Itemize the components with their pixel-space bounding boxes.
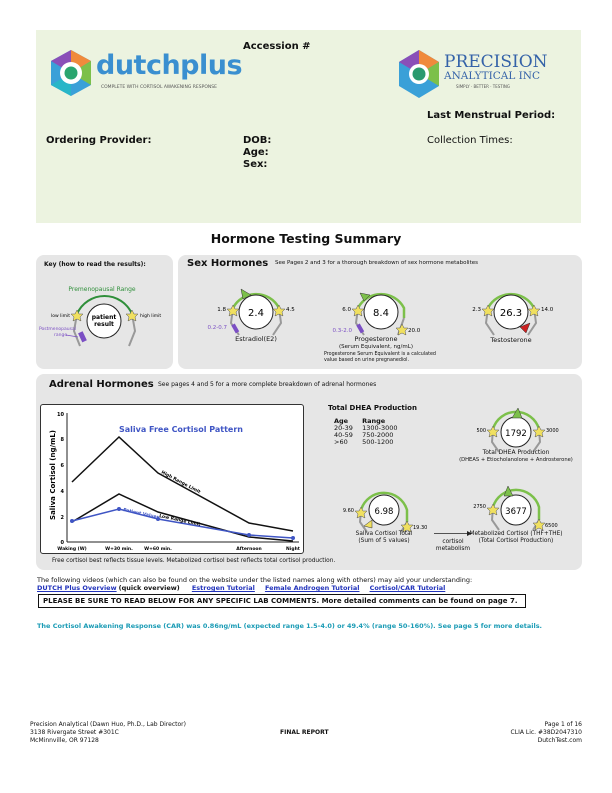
cortisol-metabolism-arrow: cortisol metabolism: [434, 531, 472, 553]
adrenal-panel: [36, 374, 582, 570]
svg-text:26.3: 26.3: [499, 308, 523, 319]
svg-text:W+60 min.: W+60 min.: [144, 547, 172, 552]
sex-hormones-subtitle: See Pages 2 and 3 for a thorough breakdown of sex hormone metabolites: [275, 260, 478, 266]
svg-text:Low Range Limit: Low Range Limit: [158, 514, 201, 528]
footer-final-report: FINAL REPORT: [280, 729, 329, 736]
progesterone-units: (Serum Equivalent, ng/mL): [339, 344, 413, 350]
svg-text:Patient Values: Patient Values: [122, 508, 160, 521]
svg-text:Night: Night: [286, 547, 300, 552]
svg-text:range: range: [54, 333, 68, 338]
precision-wordmark: PRECISION: [444, 52, 548, 72]
svg-text:low limit: low limit: [50, 314, 70, 319]
svg-text:2: 2: [60, 515, 64, 521]
page-number: Page 1 of 16: [544, 721, 582, 728]
svg-text:10: 10: [57, 412, 64, 418]
key-gauge-diagram: [36, 269, 173, 369]
svg-text:Premenopausal Range: Premenopausal Range: [68, 286, 136, 293]
adrenal-subtitle: See pages 4 and 5 for a more complete breakdown of adrenal hormones: [158, 381, 377, 388]
hexagon-logo-icon: [48, 48, 94, 98]
svg-text:9.60: 9.60: [342, 508, 354, 514]
lmp-label: Last Menstrual Period:: [427, 110, 556, 121]
precision-analytical-logo: [396, 48, 581, 100]
sex-hormones-title: Sex Hormones: [187, 258, 269, 269]
precision-tagline: SIMPLY · BETTER · TESTING: [456, 84, 510, 89]
testosterone-label: Testosterone: [490, 336, 532, 344]
adrenal-title: Adrenal Hormones: [49, 379, 154, 390]
svg-text:4: 4: [60, 489, 64, 495]
analytical-wordmark: ANALYTICAL INC: [444, 70, 541, 82]
dhea-title: Total DHEA Production: [328, 404, 417, 412]
video-links: [37, 584, 445, 592]
svg-text:19.30: 19.30: [413, 525, 428, 531]
precision-hexagon-icon: [396, 48, 442, 100]
svg-text:Postmenopausal: Postmenopausal: [39, 327, 76, 332]
svg-text:Waking (W): Waking (W): [57, 547, 87, 552]
cortisol-note: Free cortisol best reflects tissue levels. Metabolized cortisol best reflects total cortisol production.: [52, 558, 336, 564]
estradiol-label: Estradiol(E2): [235, 335, 277, 343]
key-title: Key (how to read the results):: [44, 261, 146, 268]
svg-text:8: 8: [60, 437, 64, 443]
link-female-androgen-tutorial[interactable]: Female Androgen Tutorial: [264, 584, 360, 592]
quick-overview-label: (quick overview): [118, 584, 180, 592]
svg-text:high limit: high limit: [140, 314, 162, 319]
dutchplus-logo: [48, 48, 243, 98]
low-range-line: [72, 494, 293, 541]
testosterone-gauge: [448, 273, 558, 345]
accession-label: Accession #: [243, 41, 311, 52]
svg-text:8.4: 8.4: [373, 308, 389, 319]
svg-text:Afternoon: Afternoon: [236, 547, 262, 552]
progesterone-label: Progesterone: [354, 335, 398, 343]
report-header: [36, 30, 581, 223]
key-panel: [36, 255, 173, 369]
svg-text:Saliva Free Cortisol Pattern: Saliva Free Cortisol Pattern: [118, 425, 244, 434]
dhea-range-table: Age Range 20-39 1300-3000 40-59 750-2000 >60 500-1200: [334, 417, 398, 446]
svg-text:High Range Limit: High Range Limit: [160, 470, 201, 496]
svg-text:0.2-0.7: 0.2-0.7: [207, 325, 227, 331]
svg-text:6: 6: [60, 463, 64, 469]
svg-text:W+30 min.: W+30 min.: [105, 547, 133, 552]
svg-text:2750: 2750: [473, 504, 486, 510]
svg-text:1.8: 1.8: [217, 307, 226, 313]
svg-text:20.0: 20.0: [408, 328, 421, 334]
svg-text:6.98: 6.98: [374, 507, 394, 517]
dutchplus-tagline: COMPLETE WITH CORTISOL AWAKENING RESPONSE: [101, 85, 217, 90]
svg-text:result: result: [94, 321, 114, 328]
svg-text:4.5: 4.5: [286, 307, 295, 313]
svg-text:3677: 3677: [505, 507, 527, 517]
link-estrogen-tutorial[interactable]: Estrogen Tutorial: [191, 584, 255, 592]
svg-text:6.0: 6.0: [342, 307, 351, 313]
demographics: [243, 135, 271, 171]
dob-label: DOB:: [243, 135, 272, 146]
sex-label: Sex:: [243, 159, 268, 170]
link-cortisol-car-tutorial[interactable]: Cortisol/CAR Tutorial: [369, 584, 446, 592]
collection-times-label: Collection Times:: [427, 135, 513, 146]
svg-text:patient: patient: [91, 314, 117, 321]
age-label: Age:: [243, 147, 269, 158]
svg-text:6500: 6500: [545, 523, 558, 529]
car-comment: The Cortisol Awakening Response (CAR) was 0.86ng/mL (expected range 1.5-4.0) or 49.4% (range 50-160%). See page 5 for more details.: [37, 622, 543, 630]
sex-hormones-panel: [178, 255, 582, 369]
saliva-cortisol-label: Saliva Cortisol Total (Sum of 5 values): [355, 531, 413, 544]
metabolized-cortisol-label: Metabolized Cortisol (THF+THE) (Total Cortisol Production): [469, 531, 563, 544]
svg-text:2.3: 2.3: [472, 307, 481, 313]
footer-right: Page 1 of 16 CLIA Lic. #38D2047310 DutchTest.com: [510, 721, 582, 744]
footer-left: Precision Analytical (Dawn Huo, Ph.D., Lab Director) 3138 Rivergate Street #301C McMinnville, OR 97128: [30, 721, 186, 744]
svg-text:14.0: 14.0: [541, 307, 554, 313]
svg-text:1792: 1792: [505, 429, 527, 439]
dhea-label: Total DHEA Production (DHEAS + Etiocholanolone + Androsterone): [459, 449, 573, 463]
link-dutch-plus-overview[interactable]: DUTCH Plus Overview: [37, 584, 117, 592]
videos-intro: The following videos (which can also be found on the website under the listed names along with others) may aid your understanding:: [37, 576, 473, 584]
lab-comments-notice: PLEASE BE SURE TO READ BELOW FOR ANY SPECIFIC LAB COMMENTS. More detailed comments can be found on page 7.: [38, 594, 526, 608]
progesterone-note: Progesterone Serum Equivalent is a calculated value based on urine pregnanediol.: [324, 352, 436, 363]
svg-text:3000: 3000: [546, 428, 559, 434]
cortisol-chart: [40, 404, 304, 554]
svg-text:0.3-2.0: 0.3-2.0: [332, 328, 352, 334]
svg-text:0: 0: [60, 540, 64, 546]
ordering-provider-label: Ordering Provider:: [46, 135, 152, 146]
svg-text:Saliva Cortisol (ng/mL): Saliva Cortisol (ng/mL): [49, 430, 57, 520]
dutchplus-wordmark: dutchplus: [96, 50, 243, 81]
website-link[interactable]: DutchTest.com: [537, 737, 582, 744]
cortisol-line-chart: [41, 405, 305, 555]
page-title: Hormone Testing Summary: [210, 231, 402, 246]
svg-text:500: 500: [476, 428, 486, 434]
svg-text:2.4: 2.4: [248, 308, 264, 319]
